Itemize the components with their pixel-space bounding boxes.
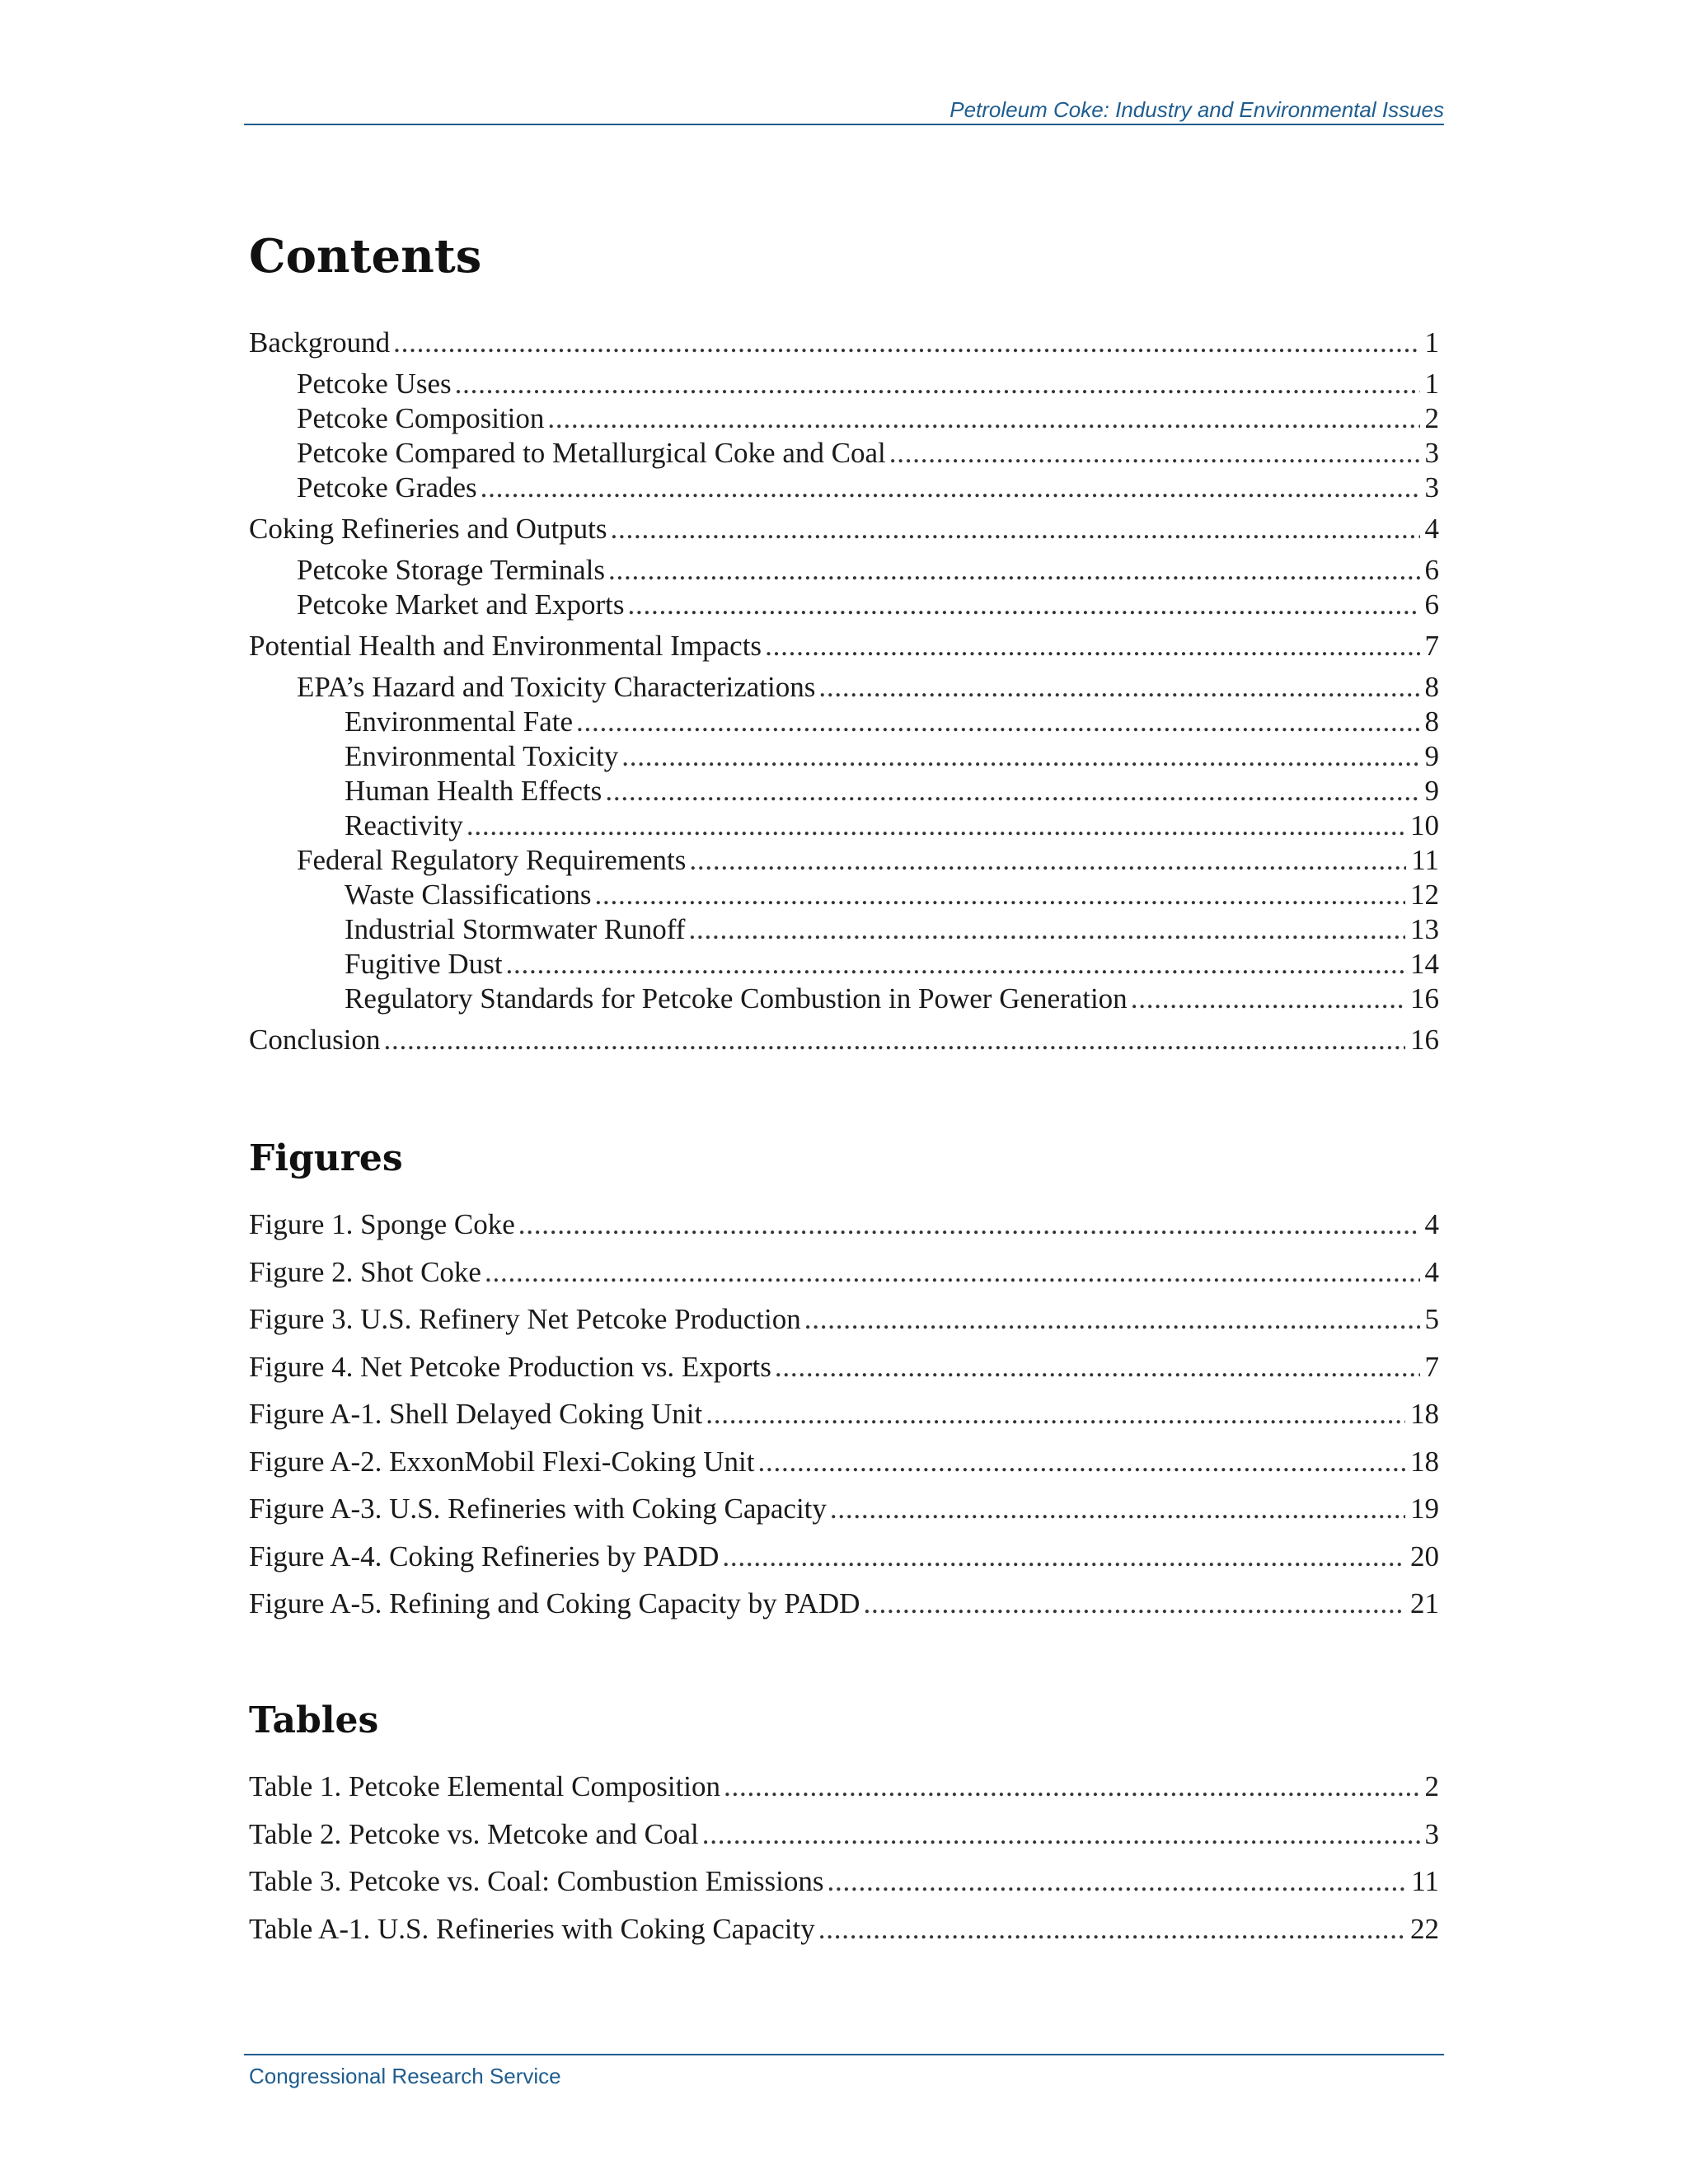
- contents-entry[interactable]: [249, 809, 1439, 842]
- dot-leader: [506, 948, 1405, 981]
- figure-entry[interactable]: [249, 1208, 1439, 1241]
- dot-leader: [830, 1493, 1405, 1526]
- dot-leader: [689, 844, 1406, 877]
- contents-entry-page: 3: [1424, 437, 1439, 469]
- contents-entry-page: 9: [1424, 740, 1439, 772]
- dot-leader: [576, 705, 1419, 738]
- dot-leader: [547, 402, 1419, 435]
- contents-entry-title: Background: [249, 326, 391, 359]
- dot-leader: [688, 913, 1405, 946]
- contents-entry-page: 8: [1424, 705, 1439, 738]
- dot-leader: [608, 554, 1419, 587]
- dot-leader: [828, 1865, 1407, 1898]
- figure-entry-title: Figure A-1. Shell Delayed Coking Unit: [249, 1398, 703, 1430]
- table-entry-title: Table 3. Petcoke vs. Coal: Combustion Emissions: [249, 1865, 824, 1897]
- dot-leader: [594, 879, 1405, 912]
- contents-entry[interactable]: [249, 844, 1439, 877]
- figure-entry[interactable]: [249, 1446, 1439, 1479]
- contents-entry-page: 6: [1424, 588, 1439, 621]
- figure-entry-title: Figure A-5. Refining and Coking Capacity by PADD: [249, 1587, 860, 1619]
- contents-entry[interactable]: [249, 326, 1439, 359]
- figure-entry-title: Figure 1. Sponge Coke: [249, 1208, 515, 1240]
- dot-leader: [455, 368, 1420, 401]
- contents-entry-title: Petcoke Uses: [297, 368, 452, 400]
- table-entry-title: Table 2. Petcoke vs. Metcoke and Coal: [249, 1818, 699, 1850]
- contents-entry[interactable]: [249, 554, 1439, 587]
- dot-leader: [706, 1398, 1405, 1431]
- contents-entry-title: Federal Regulatory Requirements: [297, 844, 687, 876]
- dot-leader: [818, 671, 1419, 704]
- contents-entry-title: Waste Classifications: [345, 879, 592, 911]
- contents-entry-title: Reactivity: [345, 809, 463, 841]
- contents-entry[interactable]: [249, 368, 1439, 401]
- contents-entry[interactable]: [249, 879, 1439, 912]
- contents-entry-page: 2: [1424, 402, 1439, 434]
- figure-entry[interactable]: [249, 1351, 1439, 1384]
- contents-entry-title: Coking Refineries and Outputs: [249, 513, 607, 545]
- contents-entry-page: 3: [1424, 471, 1439, 504]
- figure-entry-page: 4: [1424, 1208, 1439, 1240]
- table-entry[interactable]: [249, 1865, 1439, 1898]
- contents-entry-page: 11: [1411, 844, 1439, 876]
- dot-leader: [724, 1770, 1419, 1803]
- contents-entry-title: Conclusion: [249, 1024, 381, 1056]
- figure-entry-page: 19: [1410, 1493, 1439, 1525]
- table-entry-page: 3: [1424, 1818, 1439, 1850]
- contents-entry[interactable]: [249, 630, 1439, 663]
- dot-leader: [621, 740, 1419, 773]
- figure-entry[interactable]: [249, 1256, 1439, 1289]
- contents-entry-title: Environmental Toxicity: [345, 740, 619, 772]
- table-entry-page: 22: [1410, 1913, 1439, 1945]
- contents-entry[interactable]: [249, 740, 1439, 773]
- contents-entry-page: 16: [1410, 982, 1439, 1015]
- table-entry-page: 2: [1424, 1770, 1439, 1802]
- contents-entry[interactable]: [249, 775, 1439, 808]
- contents-entry-title: Petcoke Grades: [297, 471, 477, 504]
- figure-entry-page: 7: [1424, 1351, 1439, 1383]
- contents-entry[interactable]: [249, 1024, 1439, 1057]
- contents-entry-title: Human Health Effects: [345, 775, 603, 807]
- contents-entry-page: 1: [1424, 368, 1439, 400]
- figure-entry-page: 18: [1410, 1446, 1439, 1478]
- contents-entry[interactable]: [249, 513, 1439, 546]
- contents-entry-page: 16: [1410, 1024, 1439, 1056]
- dot-leader: [383, 1024, 1405, 1057]
- contents-entry-page: 14: [1410, 948, 1439, 980]
- figure-entry-page: 5: [1424, 1303, 1439, 1335]
- running-header: [244, 96, 1444, 125]
- contents-entry-title: EPA’s Hazard and Toxicity Characterizations: [297, 671, 816, 703]
- contents-entry-title: Industrial Stormwater Runoff: [345, 913, 686, 945]
- contents-entry-title: Petcoke Market and Exports: [297, 588, 625, 621]
- dot-leader: [765, 630, 1419, 663]
- running-footer: [244, 2054, 1444, 2088]
- dot-leader: [628, 588, 1420, 621]
- figure-entry[interactable]: [249, 1398, 1439, 1431]
- figure-entry-title: Figure 3. U.S. Refinery Net Petcoke Production: [249, 1303, 801, 1335]
- figure-entry[interactable]: [249, 1540, 1439, 1573]
- contents-entry-page: 7: [1424, 630, 1439, 662]
- contents-entry-page: 12: [1410, 879, 1439, 911]
- tables-heading: Tables: [249, 1699, 379, 1741]
- contents-entry-title: Regulatory Standards for Petcoke Combustion in Power Generation: [345, 982, 1128, 1015]
- dot-leader: [804, 1303, 1420, 1336]
- dot-leader: [863, 1587, 1405, 1620]
- dot-leader: [518, 1208, 1420, 1241]
- contents-entry[interactable]: [249, 437, 1439, 470]
- contents-entry-page: 1: [1424, 326, 1439, 359]
- figure-entry-title: Figure 2. Shot Coke: [249, 1256, 481, 1288]
- contents-entry[interactable]: [249, 471, 1439, 504]
- contents-entry-page: 13: [1410, 913, 1439, 945]
- contents-entry[interactable]: [249, 671, 1439, 704]
- contents-heading: Contents: [249, 229, 482, 284]
- contents-entry-title: Petcoke Composition: [297, 402, 545, 434]
- table-entry[interactable]: [249, 1913, 1439, 1946]
- dot-leader: [702, 1818, 1420, 1851]
- dot-leader: [467, 809, 1405, 842]
- dot-leader: [393, 326, 1419, 359]
- contents-entry[interactable]: [249, 948, 1439, 981]
- dot-leader: [889, 437, 1420, 470]
- table-entry-title: Table A-1. U.S. Refineries with Coking Capacity: [249, 1913, 815, 1945]
- figure-entry-title: Figure A-4. Coking Refineries by PADD: [249, 1540, 720, 1572]
- contents-entry[interactable]: [249, 402, 1439, 435]
- figure-entry-page: 20: [1410, 1540, 1439, 1572]
- figures-heading: Figures: [249, 1137, 403, 1179]
- contents-entry-page: 6: [1424, 554, 1439, 586]
- contents-entry-page: 9: [1424, 775, 1439, 807]
- dot-leader: [605, 775, 1419, 808]
- dot-leader: [611, 513, 1420, 546]
- running-header-title: Petroleum Coke: Industry and Environmental Issues: [950, 97, 1444, 122]
- contents-entry[interactable]: [249, 588, 1439, 621]
- figure-entry-title: Figure 4. Net Petcoke Production vs. Exports: [249, 1351, 771, 1383]
- dot-leader: [481, 471, 1420, 504]
- contents-entry-page: 4: [1424, 513, 1439, 545]
- contents-entry-title: Petcoke Compared to Metallurgical Coke and Coal: [297, 437, 886, 469]
- table-entry[interactable]: [249, 1818, 1439, 1851]
- figure-entry-title: Figure A-2. ExxonMobil Flexi-Coking Unit: [249, 1446, 755, 1478]
- contents-entry-title: Environmental Fate: [345, 705, 574, 738]
- contents-entry-page: 8: [1424, 671, 1439, 703]
- figure-entry[interactable]: [249, 1587, 1439, 1620]
- figure-entry-title: Figure A-3. U.S. Refineries with Coking Capacity: [249, 1493, 827, 1525]
- table-entry[interactable]: [249, 1770, 1439, 1803]
- contents-entry-title: Fugitive Dust: [345, 948, 503, 980]
- footer-org: Congressional Research Service: [249, 2064, 561, 2088]
- table-entry-page: 11: [1411, 1865, 1439, 1897]
- contents-entry[interactable]: [249, 913, 1439, 946]
- dot-leader: [722, 1540, 1405, 1573]
- figure-entry-page: 18: [1410, 1398, 1439, 1430]
- dot-leader: [1131, 982, 1405, 1015]
- contents-entry[interactable]: [249, 705, 1439, 738]
- figure-entry-page: 4: [1424, 1256, 1439, 1288]
- table-entry-title: Table 1. Petcoke Elemental Composition: [249, 1770, 721, 1802]
- figure-entry[interactable]: [249, 1303, 1439, 1336]
- figure-entry[interactable]: [249, 1493, 1439, 1526]
- figure-entry-page: 21: [1410, 1587, 1439, 1619]
- dot-leader: [485, 1256, 1420, 1289]
- contents-entry[interactable]: [249, 982, 1439, 1015]
- contents-entry-page: 10: [1410, 809, 1439, 841]
- contents-entry-title: Petcoke Storage Terminals: [297, 554, 606, 586]
- dot-leader: [757, 1446, 1405, 1479]
- dot-leader: [775, 1351, 1420, 1384]
- dot-leader: [818, 1913, 1405, 1946]
- contents-entry-title: Potential Health and Environmental Impacts: [249, 630, 762, 662]
